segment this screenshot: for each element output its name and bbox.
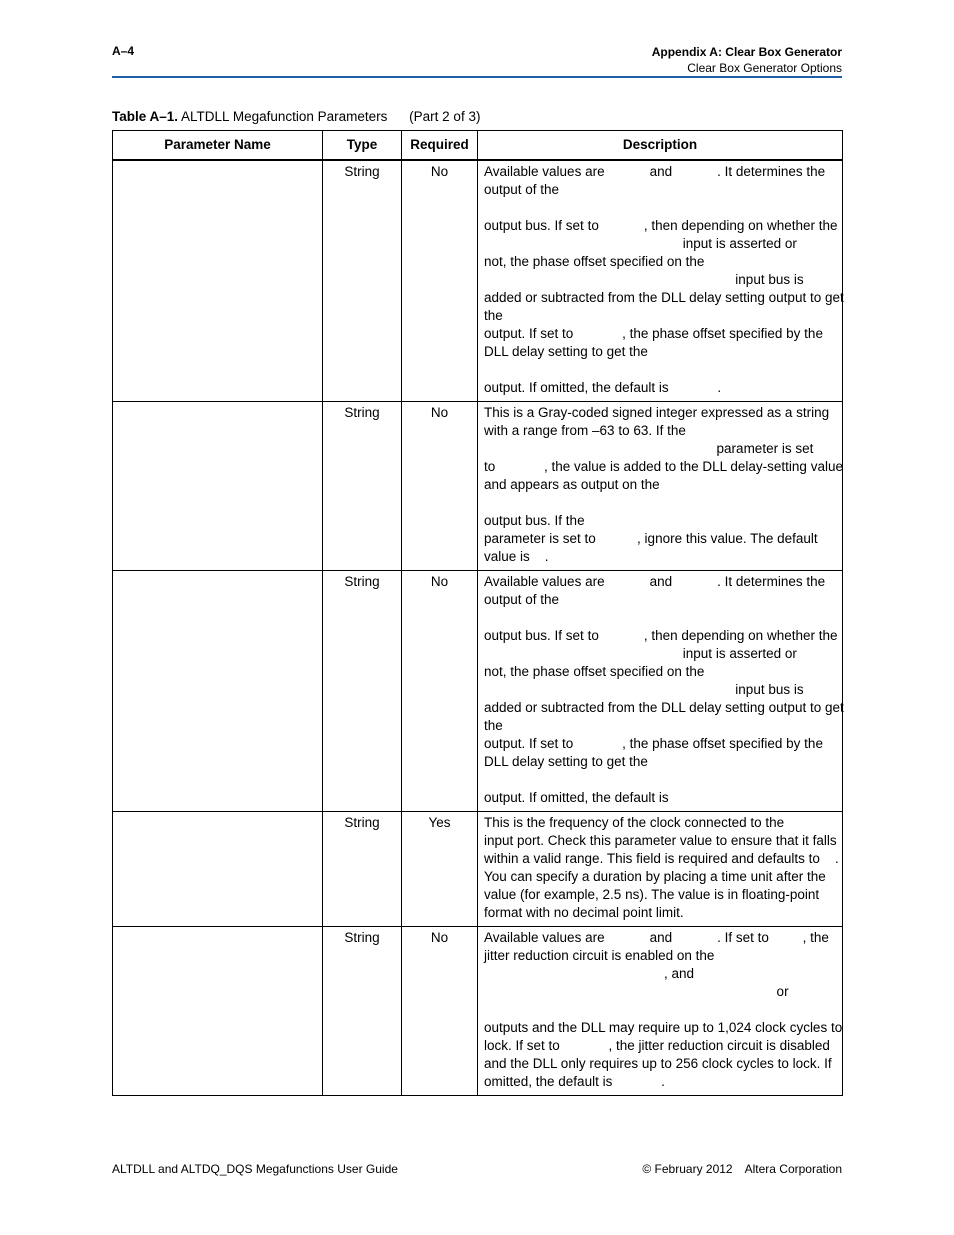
description-line: , and (484, 966, 695, 981)
table-title: ALTDLL Megafunction Parameters (181, 109, 388, 124)
page-number: A–4 (112, 44, 135, 58)
cell-parameter-name (113, 812, 323, 927)
description-line: input is asserted or (484, 646, 797, 661)
description-line (484, 361, 836, 379)
description-line: input is asserted or (484, 236, 797, 251)
description-line (484, 771, 836, 789)
description-line (484, 494, 836, 512)
description-line: the (484, 308, 503, 323)
description-line: output of the (484, 182, 560, 197)
cell-description (478, 160, 843, 402)
description-line (484, 1001, 836, 1019)
description-line: the (484, 718, 503, 733)
description-line (484, 199, 836, 217)
table-header-row (113, 131, 843, 161)
description-line: Available values are and . If set to , the (484, 930, 829, 945)
table-row (113, 927, 843, 1096)
cell-required: Yes (402, 812, 478, 927)
footer-company: Altera Corporation (744, 1162, 842, 1176)
footer-copyright (642, 1162, 842, 1176)
description-line: You can specify a duration by placing a time unit after the (484, 869, 826, 884)
header-rule (112, 76, 842, 78)
cell-description (478, 812, 843, 927)
col-type: Type (323, 131, 402, 161)
description-line: omitted, the default is . (484, 1074, 665, 1089)
description-line: jitter reduction circuit is enabled on the (484, 948, 715, 963)
description-line: input bus is (484, 682, 804, 697)
table-row (113, 812, 843, 927)
table-number: Table A–1. (112, 109, 179, 124)
cell-parameter-name (113, 571, 323, 812)
description-line: output bus. If set to , then depending on whether the (484, 218, 838, 233)
table-row (113, 402, 843, 571)
table-part: (Part 2 of 3) (409, 109, 481, 124)
description-line: output. If set to , the phase offset specified by the (484, 736, 823, 751)
running-header (652, 44, 842, 76)
description-line: value is . (484, 549, 549, 564)
cell-description (478, 402, 843, 571)
description-line: outputs and the DLL may require up to 1,024 clock cycles to (484, 1020, 843, 1035)
table-body (113, 160, 843, 1096)
description-line: DLL delay setting to get the (484, 754, 648, 769)
description-line: DLL delay setting to get the (484, 344, 648, 359)
cell-type: String (323, 571, 402, 812)
parameters-table (112, 130, 843, 1096)
cell-type: String (323, 927, 402, 1096)
cell-required: No (402, 402, 478, 571)
description-line: output of the (484, 592, 560, 607)
cell-type: String (323, 812, 402, 927)
col-description: Description (478, 131, 843, 161)
cell-required: No (402, 571, 478, 812)
cell-parameter-name (113, 927, 323, 1096)
description-line: output. If omitted, the default is . (484, 380, 722, 395)
description-line: within a valid range. This field is required and defaults to . (484, 851, 839, 866)
description-line: to , the value is added to the DLL delay-setting value (484, 459, 843, 474)
description-line: added or subtracted from the DLL delay setting output to get (484, 290, 844, 305)
description-line: with a range from –63 to 63. If the (484, 423, 686, 438)
cell-required: No (402, 160, 478, 402)
cell-description (478, 571, 843, 812)
description-line: output bus. If set to , then depending on whether the (484, 628, 838, 643)
description-line: lock. If set to , the jitter reduction circuit is disabled (484, 1038, 830, 1053)
description-line: format with no decimal point limit. (484, 905, 684, 920)
description-line: Available values are and . It determines the (484, 164, 826, 179)
description-line: not, the phase offset specified on the (484, 254, 705, 269)
description-line: parameter is set (484, 441, 814, 456)
description-line: added or subtracted from the DLL delay setting output to get (484, 700, 844, 715)
footer-guide-title: ALTDLL and ALTDQ_DQS Megafunctions User Guide (112, 1162, 398, 1176)
footer-date: © February 2012 (642, 1162, 733, 1176)
col-parameter-name: Parameter Name (113, 131, 323, 161)
table-row (113, 160, 843, 402)
description-line: output bus. If the (484, 513, 585, 528)
cell-type: String (323, 160, 402, 402)
cell-type: String (323, 402, 402, 571)
col-required: Required (402, 131, 478, 161)
description-line (484, 609, 836, 627)
chapter-title: Appendix A: Clear Box Generator (651, 45, 842, 59)
cell-required: No (402, 927, 478, 1096)
table-row (113, 571, 843, 812)
cell-parameter-name (113, 160, 323, 402)
description-line: or (484, 984, 789, 999)
description-line: output. If set to , the phase offset specified by the (484, 326, 823, 341)
description-line: input bus is (484, 272, 804, 287)
description-line: This is a Gray-coded signed integer expressed as a string (484, 405, 830, 420)
description-line: Available values are and . It determines the (484, 574, 826, 589)
table-caption (112, 109, 480, 124)
description-line: output. If omitted, the default is (484, 790, 669, 805)
description-line: value (for example, 2.5 ns). The value is in floating-point (484, 887, 820, 902)
description-line: and the DLL only requires up to 256 clock cycles to lock. If (484, 1056, 832, 1071)
section-title: Clear Box Generator Options (687, 61, 842, 75)
description-line: and appears as output on the (484, 477, 660, 492)
description-line: not, the phase offset specified on the (484, 664, 705, 679)
description-line: input port. Check this parameter value to ensure that it falls (484, 833, 837, 848)
description-line: This is the frequency of the clock connected to the (484, 815, 785, 830)
cell-parameter-name (113, 402, 323, 571)
cell-description (478, 927, 843, 1096)
description-line: parameter is set to , ignore this value. The default (484, 531, 818, 546)
